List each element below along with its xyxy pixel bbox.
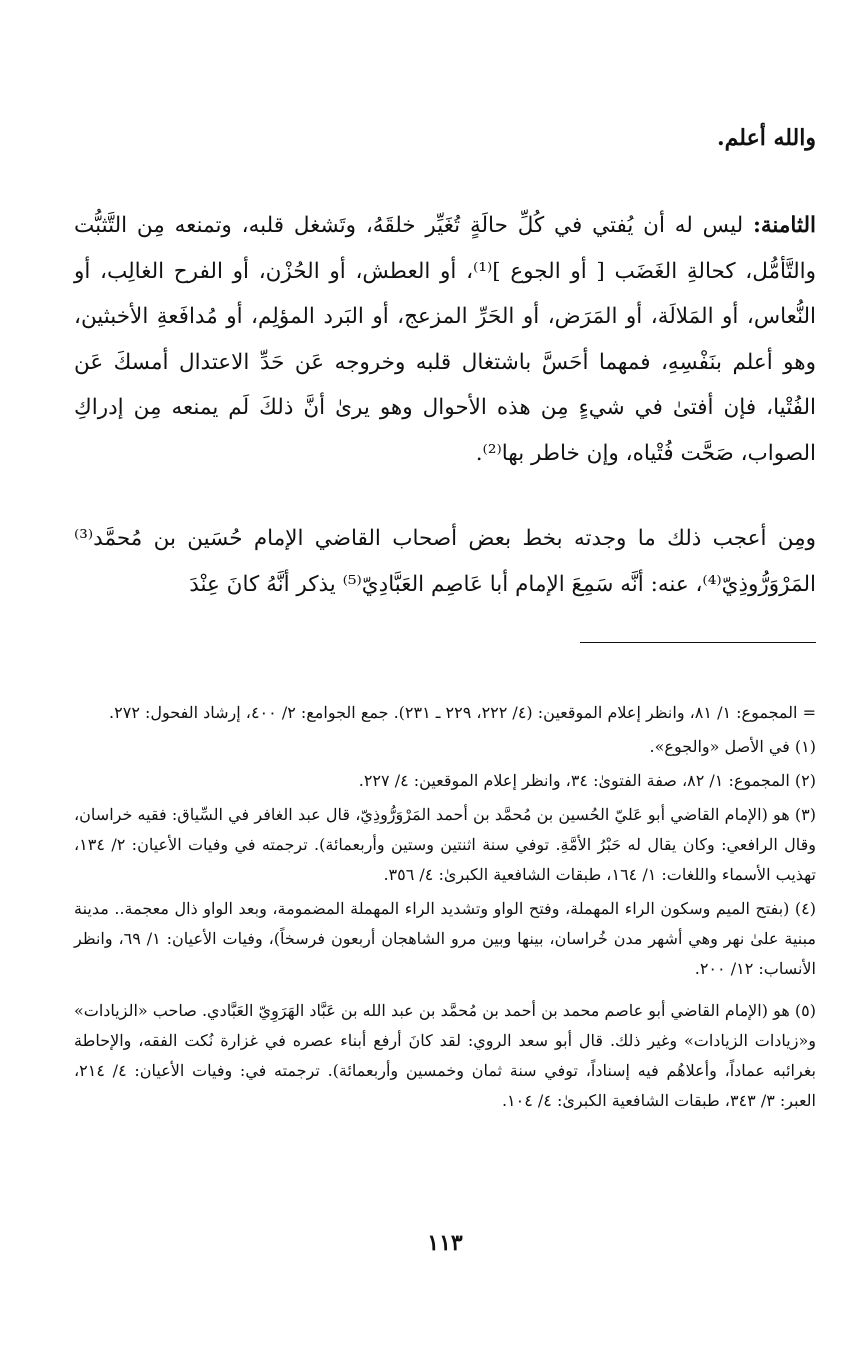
footnotes xyxy=(74,698,816,1120)
footnote-divider xyxy=(580,642,816,643)
footnote-1: (١) في الأصل «والجوع». xyxy=(649,737,816,756)
rule-body: ليس له أن يُفتي في كُلِّ حالَةٍ تُغَيِّر خلقَهُ، وتَشغل قلبه، وتمنعه مِن التَّثبُّت والتَّأمُّل، كحالةِ الغَضَب [ أو الجوع ]⁽¹⁾، أو العطش، أو الحُزْن، أو الفرح الغالِب، أو النُّعاس، أو المَلالَة، أو المَرَض، أو الحَرِّ المزعج، أو البَرد المؤلِم، أو مُدافَعةِ الأخبثين، وهو أعلم بنَفْسِهِ، فمهما أحَسَّ باشتغال قلبه وخروجه عَن حَدِّ الاعتدال أمسكَ عَن الفُتْيا، فإن أفتىٰ في شيءٍ مِن هذه الأحوال وهو يرىٰ أنَّ ذلكَ لَم يمنعه مِن إدراكِ الصواب، صَحَّت فُتْياه، وإن خاطر بها⁽²⁾. xyxy=(74,213,816,466)
page-number: ١١٣ xyxy=(427,1230,463,1256)
rule-heading: الثامنة: xyxy=(752,213,816,238)
closing-line: والله أعلم. xyxy=(717,125,816,151)
footnote-3: (٣) هو (الإمام القاضي أبو عَليّ الحُسين بن مُحمَّد بن أحمد المَرْوَرُّوذِيّ، قال عبد الغافر في السِّياق: فقيه خراسان، وقال الرافعي: وكان يقال له حَبْرُ الأمَّةِ. توفي سنة اثنتين وستين وأربعمائة). ترجمته في وفيات الأعيان: ٢/ ١٣٤، تهذيب الأسماء واللغات: ١/ ١٦٤، طبقات الشافعية الكبرىٰ: ٤/ ٣٥٦. xyxy=(74,805,816,884)
paragraph-anecdote: ومِن أعجب ذلك ما وجدته بخط بعض أصحاب القاضي الإمام حُسَين بن مُحمَّد⁽³⁾ المَرْوَرُّوذِيّ⁽⁴⁾، عنه: أنَّه سَمِعَ الإمام أبا عَاصِم العَبَّادِيّ⁽⁵⁾ يذكر أنَّهُ كانَ عِنْدَ xyxy=(74,526,816,597)
footnote-2: (٢) المجموع: ١/ ٨٢، صفة الفتوىٰ: ٣٤، وانظر إعلام الموقعين: ٤/ ٢٢٧. xyxy=(358,771,816,790)
footnote-4: (٤) (بفتح الميم وسكون الراء المهملة، وفتح الواو وتشديد الراء المهملة المضمومة، وبعد الواو ذال معجمة.. مدينة مبنية علىٰ نهر وهي أشهر مدن خُراسان، بينها وبين مرو الشاهجان أربعون فرسخاً)، وفيات الأعيان: ١/ ٦٩، وانظر الأنساب: ١٢/ ٢٠٠. xyxy=(74,899,817,978)
book-page xyxy=(74,100,816,1347)
footnote-continuation: = المجموع: ١/ ٨١، وانظر إعلام الموقعين: (٤/ ٢٢٢، ٢٢٩ ـ ٢٣١). جمع الجوامع: ٢/ ٤٠٠، إرشاد الفحول: ٢٧٢. xyxy=(109,703,816,722)
footnote-5: (٥) هو (الإمام القاضي أبو عاصم محمد بن أحمد بن مُحمَّد بن عبد الله بن عَبَّاد الهَرَوِيّ العَبَّادي. صاحب «الزيادات» و«زيادات الزيادات» وغير ذلك. قال أبو سعد الروي: لقد كانَ أرفع أبناء عصره في غزارة نُكت الفقه، والإحاطة بغرائبه عماداً، وأعلاهُم فيه إسناداً، توفي سنة ثمان وخمسين وأربعمائة). ترجمته في: وفيات الأعيان: ٤/ ٢١٤، العبر: ٣/ ٣٤٣، طبقات الشافعية الكبرىٰ: ٤/ ١٠٤. xyxy=(74,1001,816,1110)
paragraph-eighth-rule xyxy=(74,203,816,476)
